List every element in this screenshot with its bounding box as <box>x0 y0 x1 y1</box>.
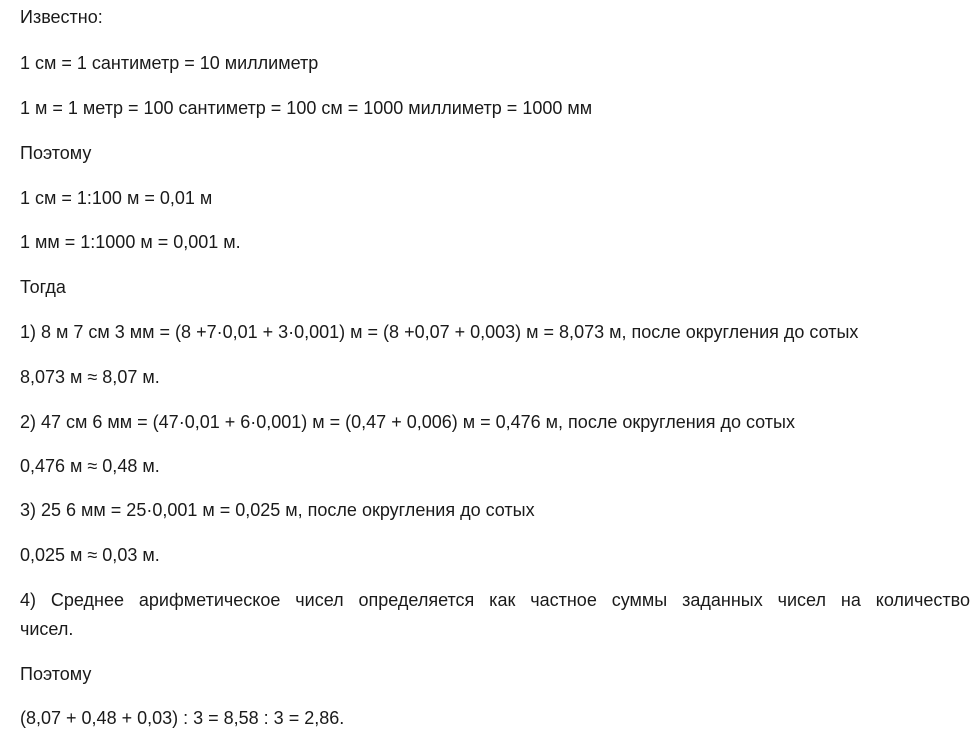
text-line-task-2-result: 0,476 м ≈ 0,48 м. <box>20 456 160 476</box>
text-line-then: Тогда <box>20 277 66 297</box>
text-line-task-3-result: 0,025 м ≈ 0,03 м. <box>20 545 160 565</box>
text-line-task-1-result: 8,073 м ≈ 8,07 м. <box>20 367 160 387</box>
text-line-known: Известно: <box>20 7 103 27</box>
text-line-task-2: 2) 47 см 6 мм = (47·0,01 + 6·0,001) м = (0,47 + 0,006) м = 0,476 м, после округления до сотых <box>20 412 795 432</box>
text-line-task-1: 1) 8 м 7 см 3 мм = (8 +7·0,01 + 3·0,001) м = (8 +0,07 + 0,003) м = 8,073 м, после округления до сотых <box>20 322 859 342</box>
text-line-task-4-cont: чисел. <box>20 619 74 639</box>
text-line-cm-definition: 1 см = 1 сантиметр = 10 миллиметр <box>20 53 319 73</box>
text-line-task-3: 3) 25 6 мм = 25·0,001 м = 0,025 м, после округления до сотых <box>20 500 535 520</box>
text-line-therefore-2: Поэтому <box>20 664 92 684</box>
text-line-m-definition: 1 м = 1 метр = 100 сантиметр = 100 см = 1000 миллиметр = 1000 мм <box>20 98 593 118</box>
text-line-average-result: (8,07 + 0,48 + 0,03) : 3 = 8,58 : 3 = 2,86. <box>20 708 345 728</box>
text-line-task-4: 4) Среднее арифметическое чисел определяется как частное суммы заданных чисел на количество <box>20 590 970 610</box>
text-line-cm-to-m: 1 см = 1:100 м = 0,01 м <box>20 188 213 208</box>
text-line-mm-to-m: 1 мм = 1:1000 м = 0,001 м. <box>20 232 241 252</box>
text-line-therefore-1: Поэтому <box>20 143 92 163</box>
